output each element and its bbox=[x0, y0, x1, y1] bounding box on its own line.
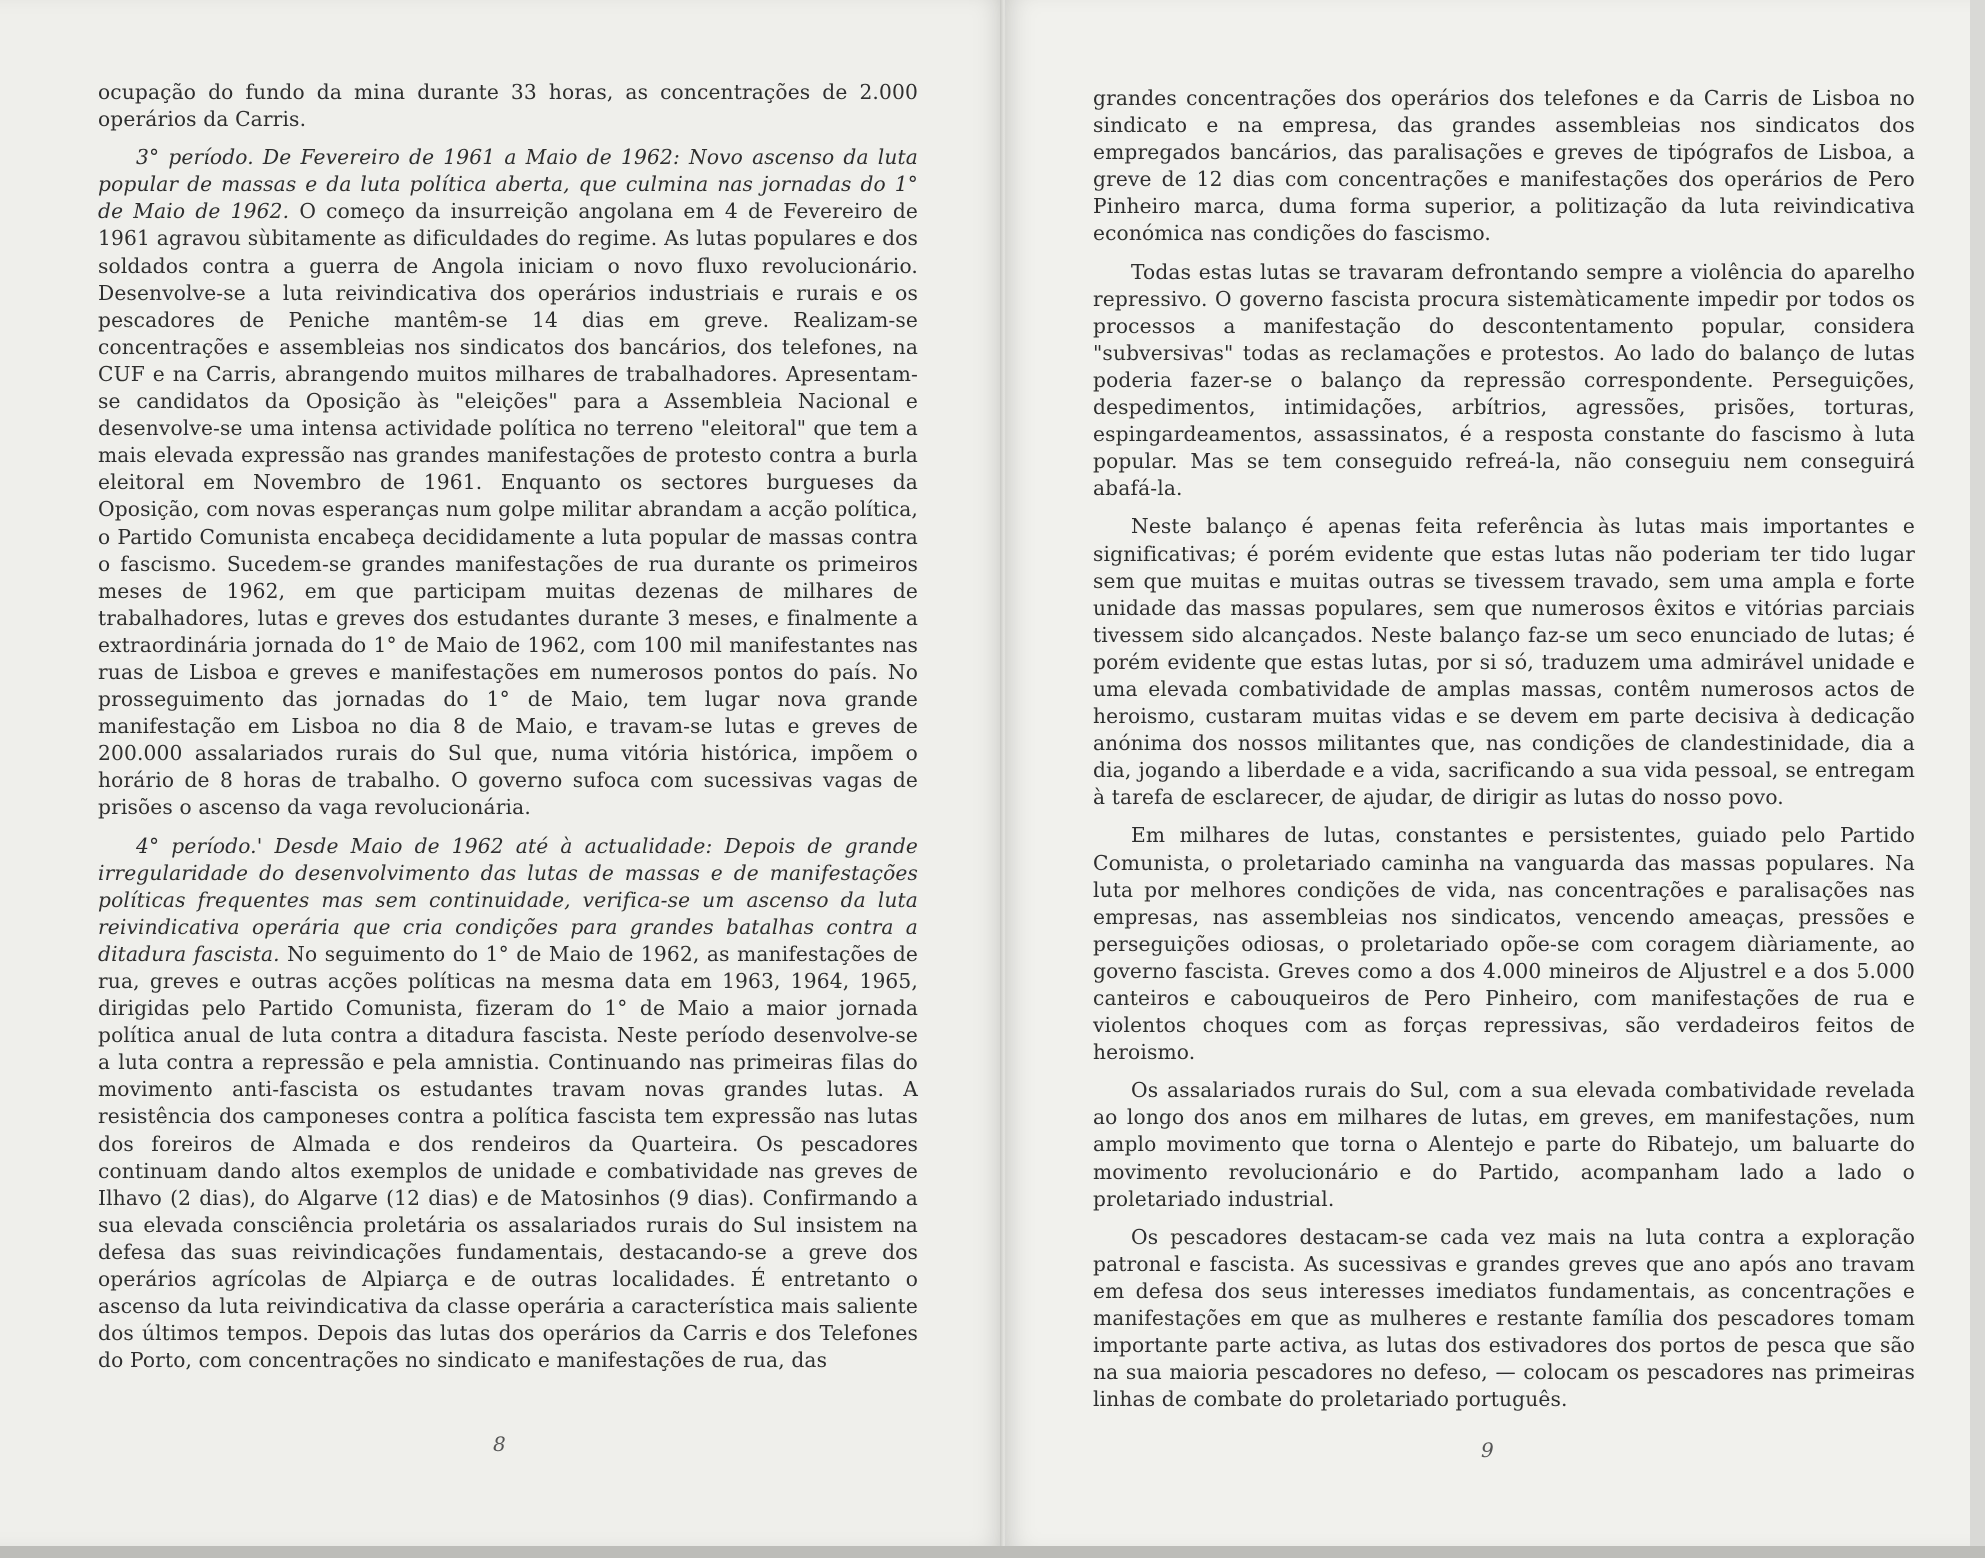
paragraph bbox=[98, 144, 918, 821]
section-heading-italic: 4° período.' Desde Maio de 1962 até à actualidade: Depois de grande irregularidade do desenvolvimento das lutas de massas e de manifestações políticas frequentes mas sem continuidade, verifica-se um ascenso da luta reivindicativa operária que cria condições para grandes batalhas contra a ditadura fascista. bbox=[98, 833, 918, 966]
paragraph-body: O começo da insurreição angolana em 4 de Fevereiro de 1961 agravou sùbitamente as dificuldades do regime. As lutas populares e dos soldados contra a guerra de Angola iniciam o novo fluxo revolucionário. Desenvolve-se a luta reivindicativa dos operários industriais e rurais e os pescadores de Peniche mantêm-se 14 dias em greve. Realizam-se concentrações e assembleias nos sindicatos dos bancários, dos telefones, na CUF e na Carris, abrangendo muitos milhares de trabalhadores. Apresentam-se candidatos da Oposição às "eleições" para a Assembleia Nacional e desenvolve-se uma intensa actividade política no terreno "eleitoral" que tem a mais elevada expressão nas grandes manifestações de protesto contra a burla eleitoral em Novembro de 1961. Enquanto os sectores burgueses da Oposição, com novas esperanças num golpe militar abrandam a acção política, o Partido Comunista encabeça decididamente a luta popular de massas contra o fascismo. Sucedem-se grandes manifestações de rua durante os primeiros meses de 1962, em que participam muitas dezenas de milhares de trabalhadores, lutas e greves dos estudantes durante 3 meses, e finalmente a extraordinária jornada do 1° de Maio de 1962, com 100 mil manifestantes nas ruas de Lisboa e greves e manifestações em numerosos pontos do país. No prosseguimento das jornadas do 1° de Maio, tem lugar nova grande manifestação em Lisboa no dia 8 de Maio, e travam-se lutas e greves de 200.000 assalariados rurais do Sul que, numa vitória histórica, impõem o horário de 8 horas de trabalho. O governo sufoca com sucessivas vagas de prisões o ascenso da vaga revolucionária. bbox=[98, 199, 918, 820]
paragraph-body: No seguimento do 1° de Maio de 1962, as manifestações de rua, greves e outras acções políticas na mesma data em 1963, 1964, 1965, dirigidas pelo Partido Comunista, fizeram do 1° de Maio a maior jornada política anual de luta contra a ditadura fascista. Neste período desenvolve-se a luta contra a repressão e pela amnistia. Continuando nas primeiras filas do movimento anti-fascista os estudantes travam novas grandes lutas. A resistência dos camponeses contra a política fascista tem expressão nas lutas dos foreiros de Almada e dos rendeiros da Quarteira. Os pescadores continuam dando altos exemplos de unidade e combatividade nas greves de Ilhavo (2 dias), do Algarve (12 dias) e de Matosinhos (9 dias). Confirmando a sua elevada consciência proletária os assalariados rurais do Sul insistem na defesa das suas reivindicações fundamentais, destacando-se a greve dos operários agrícolas de Alpiarça e de outras localidades. É entretanto o ascenso da luta reivindicativa da classe operária a característica mais saliente dos últimos tempos. Depois das lutas dos operários da Carris e dos Telefones do Porto, com concentrações no sindicato e manifestações de rua, das bbox=[98, 941, 918, 1373]
paragraph: Todas estas lutas se travaram defrontando sempre a violência do aparelho repressivo. O governo fascista procura sistemàticamente impedir por todos os processos a manifestação do descontentamento popular, considera "subversivas" todas as reclamações e protestos. Ao lado do balanço de lutas poderia fazer-se o balanço da repressão correspondente. Perseguições, despedimentos, intimidações, arbítrios, agressões, prisões, torturas, espingardeamentos, assassinatos, é a resposta constante do fascismo à luta popular. Mas se tem conseguido refreá-la, não conseguiu nem conseguirá abafá-la. bbox=[1093, 259, 1915, 501]
page-bottom-edge bbox=[0, 1546, 1985, 1558]
paragraph: Em milhares de lutas, constantes e persistentes, guiado pelo Partido Comunista, o proletariado caminha na vanguarda das massas populares. Na luta por melhores condições de vida, nas concentrações e paralisações nas empresas, nas assembleias nos sindicatos, vencendo ameaças, pressões e perseguições odiosas, o proletariado opõe-se com coragem diàriamente, ao governo fascista. Greves como a dos 4.000 mineiros de Aljustrel e a dos 5.000 canteiros e cabouqueiros de Pero Pinheiro, com manifestações de rua e violentos choques com as forças repressivas, são verdadeiros feitos de heroismo. bbox=[1093, 823, 1915, 1065]
section-heading-italic: 3° período. De Fevereiro de 1961 a Maio de 1962: Novo ascenso da luta popular de massas e da luta política aberta, que culmina nas jornadas do 1° de Maio de 1962. bbox=[98, 145, 918, 224]
paragraph: ocupação do fundo da mina durante 33 horas, as concentrações de 2.000 operários da Carris. bbox=[98, 80, 918, 132]
right-page bbox=[1005, 0, 1970, 1546]
page-number: 8 bbox=[493, 1432, 506, 1456]
paragraph bbox=[98, 833, 918, 1375]
right-page-text bbox=[1093, 85, 1915, 1413]
paragraph: grandes concentrações dos operários dos telefones e da Carris de Lisboa no sindicato e na empresa, das grandes assembleias nos sindicatos dos empregados bancários, das paralisações e greves de tipógrafos de Lisboa, a greve de 12 dias com concentrações e manifestações dos operários de Pero Pinheiro marca, duma forma superior, a politização da luta reivindicativa económica nas condições do fascismo. bbox=[1093, 86, 1915, 246]
left-page-text bbox=[98, 79, 918, 1374]
page-number: 9 bbox=[1481, 1438, 1494, 1462]
paragraph: Neste balanço é apenas feita referência às lutas mais importantes e significativas; é porém evidente que estas lutas não poderiam ter tido lugar sem que muitas e muitas outras se tivessem travado, sem uma ampla e forte unidade das massas populares, sem que numerosos êxitos e vitórias parciais tivessem sido alcançados. Neste balanço faz-se um seco enunciado de lutas; é porém evidente que estas lutas, por si só, traduzem uma admirável unidade e uma elevada combatividade de amplas massas, contêm numerosos actos de heroismo, custaram muitas vidas e se devem em parte decisiva à dedicação anónima dos nossos militantes que, nas condições de clandestinidade, dia a dia, jogando a liberdade e a vida, sacrificando a sua vida pessoal, se entregam à tarefa de esclarecer, de ajudar, de dirigir as lutas do nosso povo. bbox=[1093, 514, 1915, 810]
paragraph: Os assalariados rurais do Sul, com a sua elevada combatividade revelada ao longo dos anos em milhares de lutas, em greves, em manifestações, num amplo movimento que torna o Alentejo e parte do Ribatejo, um baluarte do movimento revolucionário e do Partido, acompanham lado a lado o proletariado industrial. bbox=[1093, 1078, 1915, 1211]
paragraph: Os pescadores destacam-se cada vez mais na luta contra a exploração patronal e fascista. As sucessivas e grandes greves que ano após ano travam em defesa dos seus interesses imediatos fundamentais, as concentrações e manifestações em que as mulheres e restante família dos pescadores tomam importante parte activa, as lutas dos estivadores dos portos de pesca que são na sua maioria pescadores no defeso, — colocam os pescadores nas primeiras linhas de combate do proletariado português. bbox=[1093, 1224, 1915, 1412]
